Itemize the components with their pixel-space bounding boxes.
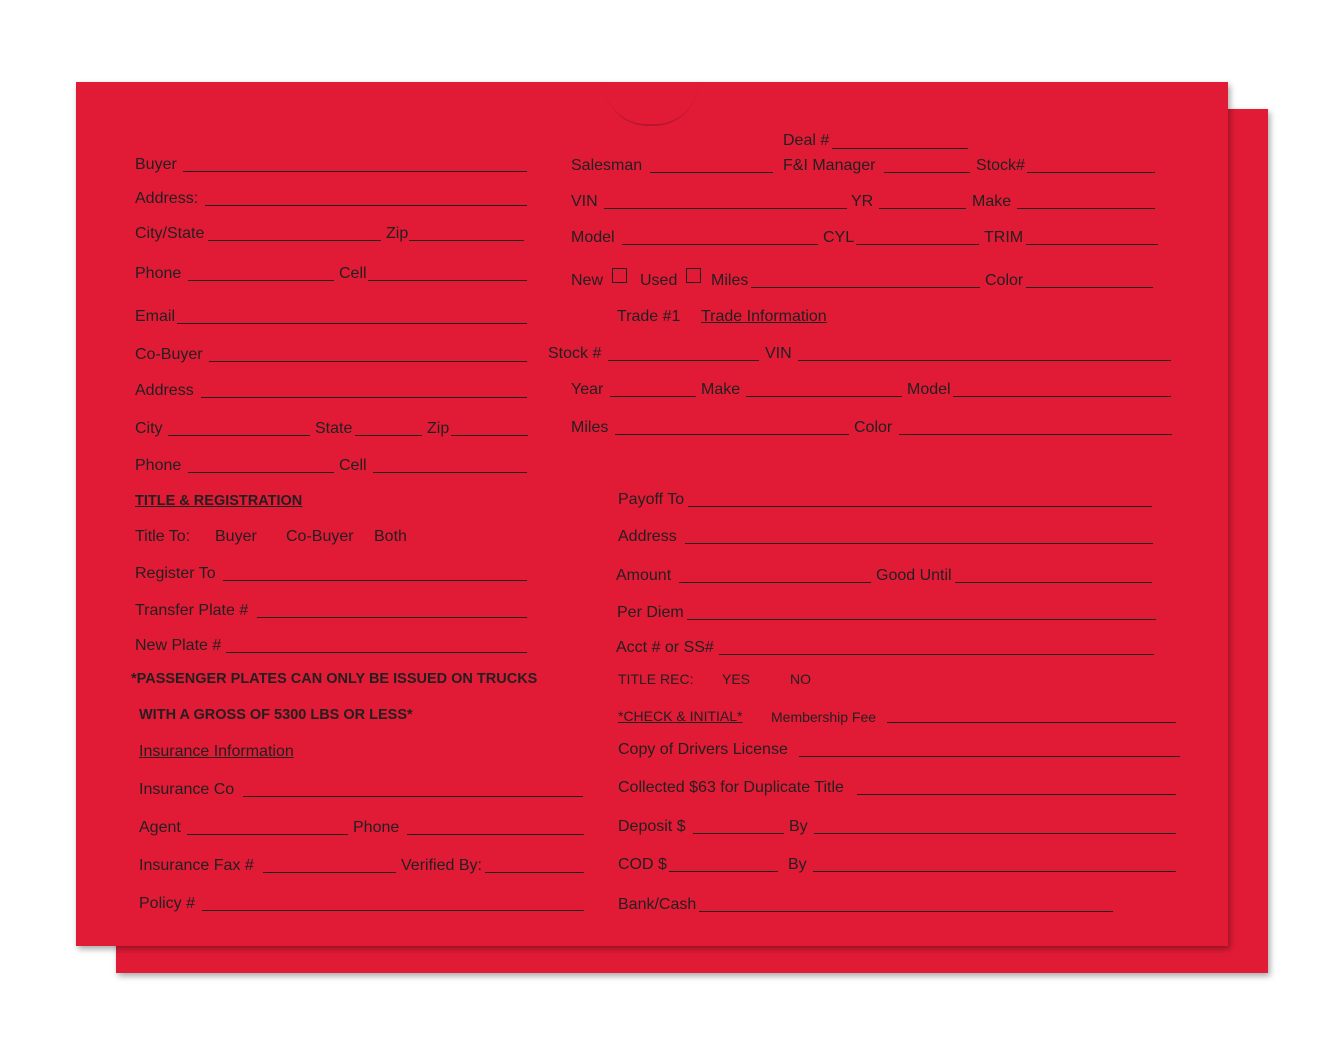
co-city-label: City [135, 420, 163, 437]
stock-field[interactable] [1027, 172, 1155, 173]
payoff-to-label: Payoff To [618, 491, 685, 508]
duplicate-title-field[interactable] [857, 794, 1176, 795]
trade-make-field[interactable] [746, 396, 902, 397]
title-rec-yes-option[interactable]: YES [722, 671, 751, 687]
yr-field[interactable] [879, 208, 966, 209]
co-address-label: Address [135, 382, 194, 399]
new-label: New [571, 272, 604, 289]
email-label: Email [135, 308, 176, 325]
check-initial-heading: *CHECK & INITIAL* [618, 708, 743, 724]
trade-year-label: Year [571, 381, 604, 398]
trade-vin-label: VIN [765, 345, 792, 362]
color-field[interactable] [1026, 287, 1153, 288]
title-to-buyer-option[interactable]: Buyer [215, 528, 257, 545]
insurance-phone-label: Phone [353, 819, 400, 836]
cod-by-field[interactable] [813, 871, 1176, 872]
new-plate-label: New Plate # [135, 637, 222, 654]
cod-by-label: By [788, 856, 807, 873]
trade-miles-field[interactable] [615, 434, 849, 435]
agent-label: Agent [139, 819, 181, 836]
trade-year-field[interactable] [610, 396, 696, 397]
trade-miles-label: Miles [571, 419, 609, 436]
co-city-field[interactable] [168, 435, 310, 436]
deal-number-field[interactable] [832, 148, 968, 149]
trade-model-field[interactable] [953, 396, 1171, 397]
trim-label: TRIM [984, 229, 1024, 246]
trade-color-field[interactable] [899, 434, 1172, 435]
vin-field[interactable] [604, 208, 847, 209]
duplicate-title-label: Collected $63 for Duplicate Title [618, 779, 844, 796]
title-to-cobuyer-option[interactable]: Co-Buyer [286, 528, 354, 545]
co-state-label: State [315, 420, 353, 437]
agent-field[interactable] [187, 834, 348, 835]
trade-information-heading: Trade Information [701, 308, 827, 325]
stock-label: Stock# [976, 157, 1025, 174]
co-buyer-label: Co-Buyer [135, 346, 203, 363]
new-checkbox[interactable] [612, 268, 627, 283]
model-field[interactable] [622, 244, 818, 245]
address-field[interactable] [205, 205, 527, 206]
co-cell-label: Cell [339, 457, 367, 474]
title-rec-label: TITLE REC: [618, 671, 694, 687]
copy-license-label: Copy of Drivers License [618, 741, 788, 758]
co-buyer-field[interactable] [209, 361, 527, 362]
title-registration-heading: TITLE & REGISTRATION [135, 493, 303, 509]
amount-label: Amount [616, 567, 672, 584]
register-to-field[interactable] [223, 580, 527, 581]
insurance-information-heading: Insurance Information [139, 743, 294, 760]
trade-make-label: Make [701, 381, 741, 398]
buyer-label: Buyer [135, 156, 177, 173]
trade-stock-label: Stock # [548, 345, 602, 362]
city-state-label: City/State [135, 225, 205, 242]
co-phone-label: Phone [135, 457, 182, 474]
verified-by-label: Verified By: [401, 857, 482, 874]
miles-label: Miles [711, 272, 749, 289]
co-cell-field[interactable] [373, 472, 527, 473]
co-address-field[interactable] [201, 397, 527, 398]
zip-label: Zip [386, 225, 409, 242]
title-to-label: Title To: [135, 528, 191, 545]
title-to-both-option[interactable]: Both [374, 528, 407, 545]
co-zip-field[interactable] [451, 435, 528, 436]
cod-field[interactable] [669, 871, 778, 872]
vin-label: VIN [571, 193, 598, 210]
trade-stock-field[interactable] [608, 360, 759, 361]
plates-notice-line1: *PASSENGER PLATES CAN ONLY BE ISSUED ON TRUCKS [131, 671, 538, 687]
trade-vin-field[interactable] [798, 360, 1171, 361]
acct-ss-label: Acct # or SS# [616, 639, 714, 656]
per-diem-field[interactable] [687, 619, 1156, 620]
model-label: Model [571, 229, 615, 246]
co-phone-field[interactable] [188, 472, 334, 473]
deal-number-label: Deal # [783, 132, 830, 149]
deposit-by-label: By [789, 818, 808, 835]
city-state-field[interactable] [208, 240, 381, 241]
payoff-address-field[interactable] [685, 543, 1153, 544]
cell-field[interactable] [368, 280, 527, 281]
used-label: Used [640, 272, 678, 289]
membership-fee-label: Membership Fee [771, 709, 877, 725]
buyer-field[interactable] [183, 171, 527, 172]
deal-jacket-card [76, 82, 1228, 946]
insurance-co-field[interactable] [243, 796, 583, 797]
co-state-field[interactable] [355, 435, 422, 436]
used-checkbox[interactable] [686, 268, 701, 283]
register-to-label: Register To [135, 565, 216, 582]
insurance-co-label: Insurance Co [139, 781, 235, 798]
cell-label: Cell [339, 265, 367, 282]
insurance-fax-label: Insurance Fax # [139, 857, 254, 874]
zip-field[interactable] [409, 240, 524, 241]
insurance-phone-field[interactable] [407, 834, 584, 835]
co-zip-label: Zip [427, 420, 450, 437]
transfer-plate-field[interactable] [257, 617, 527, 618]
insurance-fax-field[interactable] [263, 872, 396, 873]
good-until-field[interactable] [955, 582, 1152, 583]
policy-field[interactable] [202, 910, 584, 911]
salesman-label: Salesman [571, 157, 643, 174]
policy-label: Policy # [139, 895, 196, 912]
verified-by-field[interactable] [485, 872, 584, 873]
yr-label: YR [851, 193, 874, 210]
cyl-label: CYL [823, 229, 855, 246]
deposit-field[interactable] [693, 833, 784, 834]
phone-label: Phone [135, 265, 182, 282]
email-field[interactable] [177, 323, 527, 324]
cod-label: COD $ [618, 856, 667, 873]
miles-field[interactable] [751, 287, 980, 288]
fi-manager-field[interactable] [884, 172, 970, 173]
bank-cash-field[interactable] [699, 911, 1113, 912]
copy-license-field[interactable] [799, 756, 1180, 757]
new-plate-field[interactable] [226, 652, 527, 653]
trade-model-label: Model [907, 381, 951, 398]
deposit-by-field[interactable] [814, 833, 1176, 834]
trade-color-label: Color [854, 419, 893, 436]
trim-field[interactable] [1026, 244, 1158, 245]
cyl-field[interactable] [856, 244, 979, 245]
bank-cash-label: Bank/Cash [618, 896, 697, 913]
good-until-label: Good Until [876, 567, 952, 584]
per-diem-label: Per Diem [617, 604, 684, 621]
trade-1-label: Trade #1 [617, 308, 681, 325]
payoff-to-field[interactable] [688, 506, 1152, 507]
fi-manager-label: F&I Manager [783, 157, 876, 174]
phone-field[interactable] [188, 280, 334, 281]
address-label: Address: [135, 190, 199, 207]
plates-notice-line2: WITH A GROSS OF 5300 LBS OR LESS* [139, 707, 413, 723]
make-label: Make [972, 193, 1012, 210]
acct-ss-field[interactable] [719, 654, 1154, 655]
payoff-address-label: Address [618, 528, 677, 545]
amount-field[interactable] [679, 582, 871, 583]
membership-fee-field[interactable] [887, 722, 1176, 723]
title-rec-no-option[interactable]: NO [790, 671, 811, 687]
make-field[interactable] [1017, 208, 1155, 209]
deposit-label: Deposit $ [618, 818, 686, 835]
salesman-field[interactable] [650, 172, 773, 173]
transfer-plate-label: Transfer Plate # [135, 602, 249, 619]
color-label: Color [985, 272, 1024, 289]
